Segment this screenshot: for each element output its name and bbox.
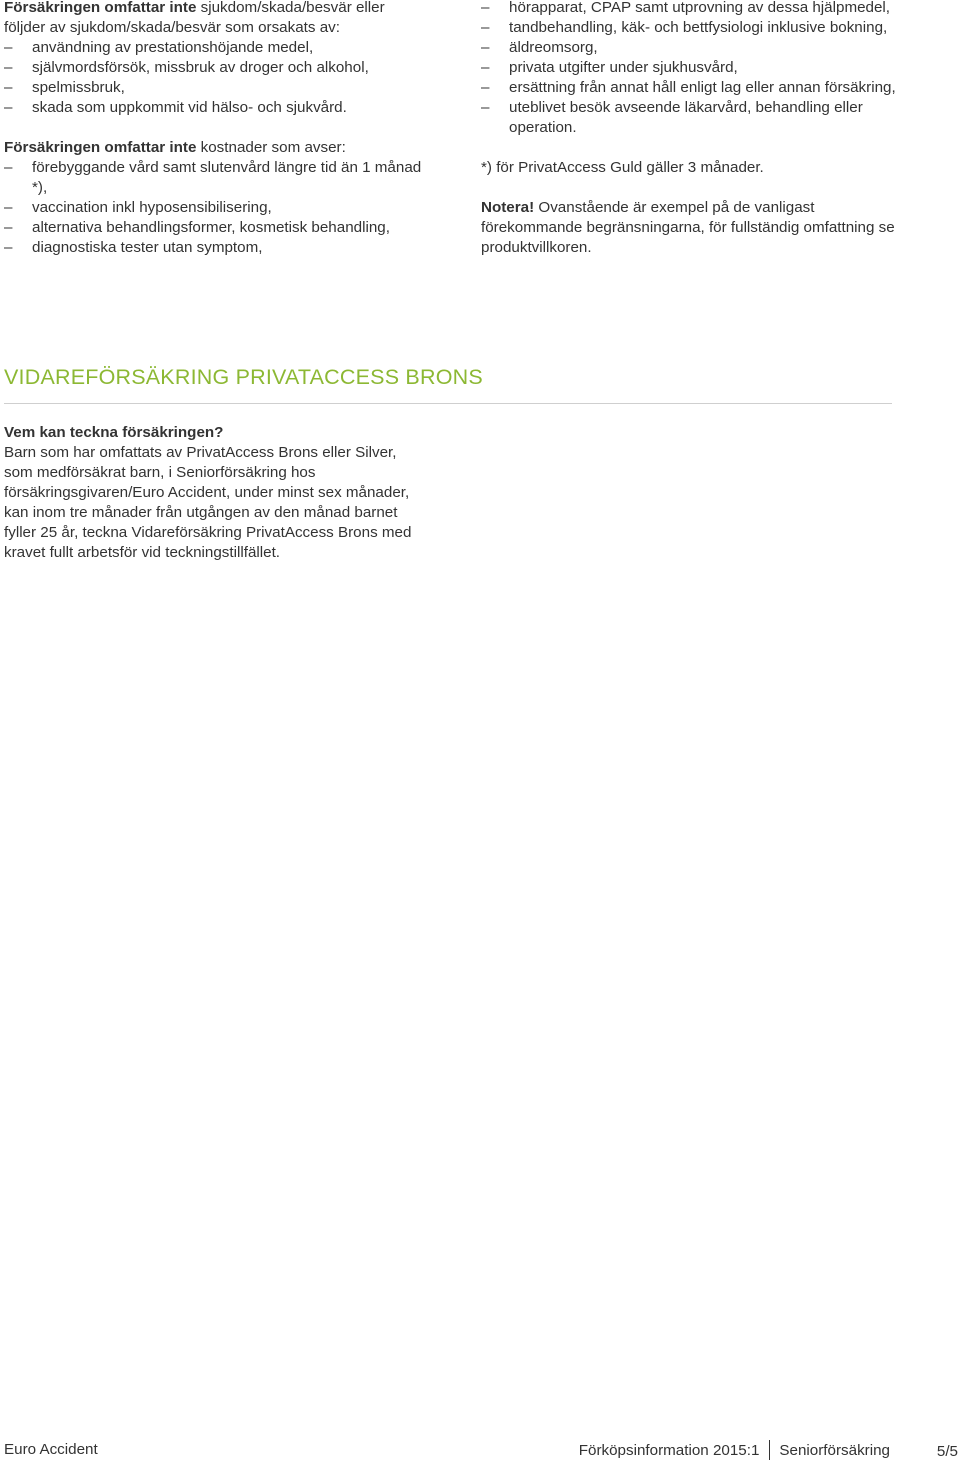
section-body — [4, 423, 424, 563]
list-item: – spelmissbruk, — [4, 78, 424, 98]
left-column — [4, 0, 424, 258]
exclusions-intro-text: sjukdom/skada/besvär eller följder av sjukdom/skada/besvär som orsakats av: — [4, 0, 385, 36]
section-question — [4, 423, 424, 443]
footer-company: Euro Accident — [4, 1441, 98, 1458]
exclusions-intro-bold: Försäkringen omfattar inte — [4, 0, 197, 16]
list-item: – uteblivet besök avseende läkarvård, behandling eller operation. — [481, 98, 901, 138]
list-item: – äldreomsorg, — [481, 38, 901, 58]
list-item: – hörapparat, CPAP samt utprovning av dessa hjälpmedel, — [481, 0, 901, 18]
cost-exclusions-list-continued — [481, 0, 901, 138]
section-divider — [4, 403, 892, 404]
footnote: *) för PrivatAccess Guld gäller 3 månader. — [481, 159, 764, 176]
list-item: – vaccination inkl hyposensibilisering, — [4, 198, 424, 218]
footer-product: Seniorförsäkring — [779, 1442, 890, 1459]
note-text: Ovanstående är exempel på de vanligast förekommande begränsningarna, för fullständig omfattning se produktvillkoren. — [481, 199, 895, 256]
note-label: Notera! — [481, 199, 535, 216]
list-item: – diagnostiska tester utan symptom, — [4, 238, 424, 258]
footer-document-info — [579, 1440, 890, 1461]
page-footer — [0, 1440, 960, 1464]
list-item: – självmordsförsök, missbruk av droger och alkohol, — [4, 58, 424, 78]
footer-page-number: 5/5 — [936, 1443, 958, 1460]
exclusions-causes-list — [4, 38, 424, 118]
section-question-text: Vem kan teckna försäkringen? — [4, 424, 224, 441]
footer-document: Förköpsinformation 2015:1 — [578, 1442, 760, 1459]
list-item: – privata utgifter under sjukhusvård, — [481, 58, 901, 78]
list-item: – alternativa behandlingsformer, kosmetisk behandling, — [4, 218, 424, 238]
exclusions-intro — [4, 0, 424, 38]
list-item: – användning av prestationshöjande medel, — [4, 38, 424, 58]
cost-exclusions-intro-text: kostnader som avser: — [196, 139, 346, 156]
cost-exclusions-intro-bold: Försäkringen omfattar inte — [4, 139, 197, 156]
list-item: – förebyggande vård samt slutenvård längre tid än 1 månad *), — [4, 158, 424, 198]
cost-exclusions-list — [4, 158, 424, 258]
list-item: – ersättning från annat håll enligt lag eller annan försäkring, — [481, 78, 901, 98]
cost-exclusions-intro — [4, 138, 424, 158]
footer-separator — [769, 1440, 770, 1460]
right-column — [481, 0, 901, 258]
list-item: – skada som uppkommit vid hälso- och sjukvård. — [4, 98, 424, 118]
section-title: VIDAREFÖRSÄKRING PRIVATACCESS BRONS — [4, 365, 483, 389]
list-item: – tandbehandling, käk- och bettfysiologi inklusive bokning, — [481, 18, 901, 38]
section-answer: Barn som har omfattats av PrivatAccess Brons eller Silver, som medförsäkrat barn, i Seniorförsäkring hos försäkringsgivaren/Euro Accident, under minst sex månader, kan inom tre månader från utgången av den månad barnet fyller 25 år, teckna Vidareförsäkring PrivatAccess Brons med kravet fullt arbetsför vid teckningstillfället. — [4, 444, 412, 561]
note-paragraph — [481, 198, 901, 258]
